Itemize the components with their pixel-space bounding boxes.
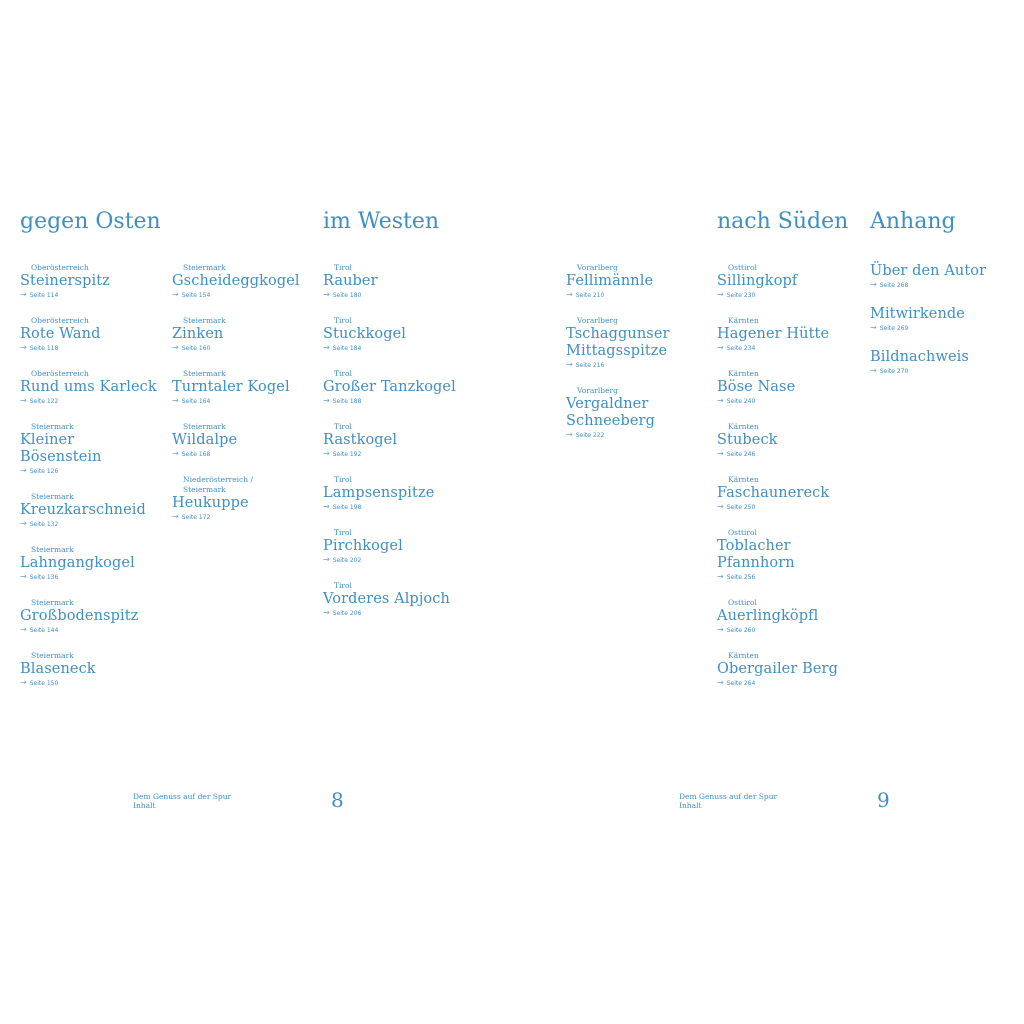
toc-entry-region: Steiermark <box>183 422 226 431</box>
toc-entry-page-ref <box>20 519 170 530</box>
page-reference: Seite 188 <box>332 398 362 405</box>
toc-entry-region: Steiermark <box>183 316 226 325</box>
toc-entry-title: Stuckkogel <box>323 326 407 342</box>
arrow-right-icon: → <box>20 290 27 299</box>
toc-entry-page-ref <box>566 290 716 301</box>
toc-entry-title: Wildalpe <box>172 432 238 448</box>
footer-book-title: Dem Genuss auf der Spur <box>133 792 232 801</box>
page-reference: Seite 264 <box>726 680 756 687</box>
page-reference: Seite 172 <box>181 514 211 521</box>
toc-entry-title: Kleiner <box>20 432 75 448</box>
toc-entry-title: Bösenstein <box>20 449 102 465</box>
toc-entry[interactable] <box>20 369 170 407</box>
toc-entry-region: Steiermark <box>31 492 74 501</box>
page-reference: Seite 132 <box>29 521 59 528</box>
toc-entry[interactable] <box>717 316 867 354</box>
toc-entry[interactable] <box>323 263 473 301</box>
toc-entry[interactable] <box>20 422 170 477</box>
toc-entry[interactable] <box>566 386 716 441</box>
toc-entry-title: Schneeberg <box>566 413 655 429</box>
toc-entry[interactable] <box>20 263 170 301</box>
arrow-right-icon: → <box>20 343 27 352</box>
arrow-right-icon: → <box>717 502 724 511</box>
toc-entry-title: Bildnachweis <box>870 349 969 365</box>
toc-entry-page-ref <box>323 449 473 460</box>
arrow-right-icon: → <box>172 290 179 299</box>
toc-entry[interactable] <box>717 422 867 460</box>
page-reference: Seite 268 <box>879 282 909 289</box>
toc-entry-page-ref <box>870 323 1020 334</box>
page-reference: Seite 260 <box>726 627 756 634</box>
page-reference: Seite 180 <box>332 292 362 299</box>
arrow-right-icon: → <box>20 519 27 528</box>
toc-entry-page-ref <box>323 396 473 407</box>
toc-entry[interactable] <box>717 263 867 301</box>
toc-entry-region: Tirol <box>334 581 352 590</box>
toc-column-osten-2 <box>172 263 322 538</box>
toc-entry-page-ref <box>717 678 867 689</box>
footer-chapter: Inhalt <box>133 801 156 810</box>
page-reference: Seite 114 <box>29 292 59 299</box>
toc-entry-page-ref <box>717 572 867 583</box>
toc-entry-title: Rauber <box>323 273 378 289</box>
toc-entry-region: Steiermark <box>31 651 74 660</box>
toc-entry-title: Stubeck <box>717 432 778 448</box>
arrow-right-icon: → <box>566 430 573 439</box>
toc-entry-page-ref <box>870 280 1020 291</box>
page-reference: Seite 118 <box>29 345 59 352</box>
arrow-right-icon: → <box>20 396 27 405</box>
toc-entry-region: Kärnten <box>728 651 759 660</box>
toc-entry-page-ref <box>323 290 473 301</box>
arrow-right-icon: → <box>566 360 573 369</box>
toc-entry-page-ref <box>717 290 867 301</box>
arrow-right-icon: → <box>323 555 330 564</box>
footer-book-title: Dem Genuss auf der Spur <box>679 792 778 801</box>
toc-entry-page-ref <box>172 343 322 354</box>
page-reference: Seite 198 <box>332 504 362 511</box>
page-reference: Seite 222 <box>575 432 605 439</box>
arrow-right-icon: → <box>323 608 330 617</box>
toc-entry-region: Kärnten <box>728 369 759 378</box>
toc-entry-page-ref <box>20 343 170 354</box>
toc-entry-region: Oberösterreich <box>31 263 89 272</box>
section-title-osten: gegen Osten <box>20 209 161 234</box>
toc-column-westen-2 <box>566 263 716 456</box>
running-footer-right <box>679 792 777 810</box>
toc-entry[interactable] <box>323 369 473 407</box>
toc-column-sueden <box>717 263 867 704</box>
arrow-right-icon: → <box>717 396 724 405</box>
page-reference: Seite 269 <box>879 325 909 332</box>
toc-entry[interactable] <box>172 369 322 407</box>
toc-entry[interactable] <box>323 316 473 354</box>
toc-entry-title: Über den Autor <box>870 263 987 279</box>
toc-entry[interactable] <box>323 581 473 619</box>
toc-entry-title: Sillingkopf <box>717 273 798 289</box>
toc-entry-page-ref <box>566 360 716 371</box>
page-reference: Seite 154 <box>181 292 211 299</box>
toc-entry-region: Steiermark <box>183 369 226 378</box>
page-reference: Seite 160 <box>181 345 211 352</box>
arrow-right-icon: → <box>172 512 179 521</box>
toc-entry-region: Steiermark <box>31 545 74 554</box>
toc-entry-region: Tirol <box>334 422 352 431</box>
page-reference: Seite 234 <box>726 345 756 352</box>
toc-entry-page-ref <box>20 678 170 689</box>
arrow-right-icon: → <box>717 625 724 634</box>
arrow-right-icon: → <box>20 466 27 475</box>
toc-entry-title: Rastkogel <box>323 432 398 448</box>
toc-entry-region: Kärnten <box>728 475 759 484</box>
toc-entry-page-ref <box>20 572 170 583</box>
toc-entry[interactable] <box>172 475 322 523</box>
toc-entry-title: Großer Tanzkogel <box>323 379 456 395</box>
arrow-right-icon: → <box>870 280 877 289</box>
arrow-right-icon: → <box>717 572 724 581</box>
toc-entry-title: Rund ums Karleck <box>20 379 157 395</box>
footer-chapter: Inhalt <box>679 801 702 810</box>
toc-entry-page-ref <box>323 555 473 566</box>
toc-entry-region: Niederösterreich / <box>183 475 253 484</box>
toc-entry-title: Kreuzkarschneid <box>20 502 146 518</box>
toc-entry-title: Faschaunereck <box>717 485 830 501</box>
arrow-right-icon: → <box>717 343 724 352</box>
toc-entry-title: Heukuppe <box>172 495 249 511</box>
toc-entry-region: Kärnten <box>728 316 759 325</box>
toc-entry-page-ref <box>717 343 867 354</box>
toc-entry-title: Großbodenspitz <box>20 608 139 624</box>
toc-entry[interactable] <box>20 651 170 689</box>
arrow-right-icon: → <box>717 290 724 299</box>
page-reference: Seite 122 <box>29 398 59 405</box>
toc-entry-title: Obergailer Berg <box>717 661 838 677</box>
toc-entry-title: Mittagsspitze <box>566 343 668 359</box>
toc-entry[interactable] <box>566 263 716 301</box>
arrow-right-icon: → <box>172 343 179 352</box>
arrow-right-icon: → <box>20 572 27 581</box>
running-footer-left <box>133 792 231 810</box>
page-reference: Seite 216 <box>575 362 605 369</box>
page-reference: Seite 126 <box>29 468 59 475</box>
toc-entry[interactable] <box>717 475 867 513</box>
page-reference: Seite 250 <box>726 504 756 511</box>
toc-entry-page-ref <box>323 343 473 354</box>
arrow-right-icon: → <box>870 323 877 332</box>
toc-entry[interactable] <box>717 369 867 407</box>
toc-entry-page-ref <box>717 396 867 407</box>
toc-column-osten-1 <box>20 263 170 704</box>
arrow-right-icon: → <box>323 396 330 405</box>
toc-entry-title: Fellimännle <box>566 273 654 289</box>
toc-column-anhang <box>870 263 1020 392</box>
toc-entry-title: Rote Wand <box>20 326 101 342</box>
toc-entry-page-ref <box>20 396 170 407</box>
page-reference: Seite 246 <box>726 451 756 458</box>
toc-entry[interactable] <box>172 316 322 354</box>
arrow-right-icon: → <box>20 678 27 687</box>
section-title-anhang: Anhang <box>870 209 956 234</box>
page-number-left: 8 <box>331 788 344 812</box>
toc-entry[interactable] <box>870 349 1020 377</box>
toc-entry-title: Toblacher <box>717 538 791 554</box>
toc-entry-page-ref <box>717 449 867 460</box>
page-reference: Seite 240 <box>726 398 756 405</box>
page-number-right: 9 <box>877 788 890 812</box>
toc-entry[interactable] <box>717 528 867 583</box>
toc-entry-title: Gscheideggkogel <box>172 273 300 289</box>
arrow-right-icon: → <box>323 449 330 458</box>
arrow-right-icon: → <box>172 396 179 405</box>
arrow-right-icon: → <box>870 366 877 375</box>
arrow-right-icon: → <box>717 449 724 458</box>
toc-entry-region: Oberösterreich <box>31 369 89 378</box>
toc-entry-page-ref <box>172 290 322 301</box>
arrow-right-icon: → <box>323 343 330 352</box>
toc-entry-region: Vorarlberg <box>577 316 618 325</box>
page-reference: Seite 168 <box>181 451 211 458</box>
arrow-right-icon: → <box>566 290 573 299</box>
toc-entry-page-ref <box>20 290 170 301</box>
page-reference: Seite 210 <box>575 292 605 299</box>
toc-entry-title: Böse Nase <box>717 379 796 395</box>
toc-entry[interactable] <box>870 263 1020 291</box>
toc-entry-page-ref <box>323 502 473 513</box>
toc-entry-page-ref <box>717 625 867 636</box>
toc-entry-title: Pirchkogel <box>323 538 403 554</box>
toc-entry-region: Vorarlberg <box>577 263 618 272</box>
toc-entry-title: Lahngangkogel <box>20 555 135 571</box>
page-reference: Seite 150 <box>29 680 59 687</box>
toc-entry-page-ref <box>20 466 170 477</box>
toc-entry-page-ref <box>870 366 1020 377</box>
arrow-right-icon: → <box>323 502 330 511</box>
toc-entry[interactable] <box>323 422 473 460</box>
toc-entry-region: Steiermark <box>183 485 226 494</box>
toc-entry-region: Tirol <box>334 263 352 272</box>
page-reference: Seite 206 <box>332 610 362 617</box>
page-reference: Seite 144 <box>29 627 59 634</box>
arrow-right-icon: → <box>20 625 27 634</box>
toc-entry-region: Vorarlberg <box>577 386 618 395</box>
arrow-right-icon: → <box>323 290 330 299</box>
toc-entry[interactable] <box>172 263 322 301</box>
toc-entry[interactable] <box>20 545 170 583</box>
page-reference: Seite 192 <box>332 451 362 458</box>
toc-entry[interactable] <box>323 528 473 566</box>
toc-entry[interactable] <box>717 598 867 636</box>
page-reference: Seite 256 <box>726 574 756 581</box>
toc-entry-region: Osttirol <box>728 263 757 272</box>
page-reference: Seite 164 <box>181 398 211 405</box>
toc-entry[interactable] <box>172 422 322 460</box>
toc-entry-title: Zinken <box>172 326 224 342</box>
toc-entry-page-ref <box>323 608 473 619</box>
toc-entry-page-ref <box>172 396 322 407</box>
toc-entry-page-ref <box>172 512 322 523</box>
toc-entry-region: Tirol <box>334 475 352 484</box>
toc-entry-title: Vergaldner <box>566 396 649 412</box>
toc-entry-title: Turntaler Kogel <box>172 379 290 395</box>
toc-entry-region: Tirol <box>334 369 352 378</box>
toc-entry[interactable] <box>717 651 867 689</box>
toc-entry[interactable] <box>566 316 716 371</box>
toc-entry-title: Mitwirkende <box>870 306 965 322</box>
toc-entry[interactable] <box>20 598 170 636</box>
toc-entry-region: Kärnten <box>728 422 759 431</box>
toc-entry-title: Blaseneck <box>20 661 96 677</box>
toc-entry-region: Tirol <box>334 528 352 537</box>
toc-entry-page-ref <box>20 625 170 636</box>
toc-entry-title: Vorderes Alpjoch <box>323 591 450 607</box>
toc-entry-region: Osttirol <box>728 528 757 537</box>
toc-entry[interactable] <box>20 316 170 354</box>
page-reference: Seite 136 <box>29 574 59 581</box>
toc-entry-region: Tirol <box>334 316 352 325</box>
toc-entry-region: Steiermark <box>31 422 74 431</box>
toc-entry-region: Oberösterreich <box>31 316 89 325</box>
page-reference: Seite 230 <box>726 292 756 299</box>
toc-entry-page-ref <box>717 502 867 513</box>
page-reference: Seite 184 <box>332 345 362 352</box>
toc-entry[interactable] <box>870 306 1020 334</box>
arrow-right-icon: → <box>717 678 724 687</box>
toc-entry[interactable] <box>323 475 473 513</box>
arrow-right-icon: → <box>172 449 179 458</box>
toc-entry-title: Tschaggunser <box>566 326 670 342</box>
section-title-sueden: nach Süden <box>717 209 849 234</box>
section-title-westen: im Westen <box>323 209 440 234</box>
toc-entry-page-ref <box>172 449 322 460</box>
page-reference: Seite 202 <box>332 557 362 564</box>
toc-entry-region: Steiermark <box>183 263 226 272</box>
toc-entry-page-ref <box>566 430 716 441</box>
toc-entry[interactable] <box>20 492 170 530</box>
toc-entry-region: Osttirol <box>728 598 757 607</box>
toc-entry-title: Auerlingköpfl <box>717 608 819 624</box>
toc-entry-title: Lampsenspitze <box>323 485 435 501</box>
toc-entry-title: Hagener Hütte <box>717 326 830 342</box>
page-reference: Seite 270 <box>879 368 909 375</box>
toc-entry-region: Steiermark <box>31 598 74 607</box>
toc-entry-title: Steinerspitz <box>20 273 110 289</box>
toc-entry-title: Pfannhorn <box>717 555 795 571</box>
toc-column-westen-1 <box>323 263 473 634</box>
